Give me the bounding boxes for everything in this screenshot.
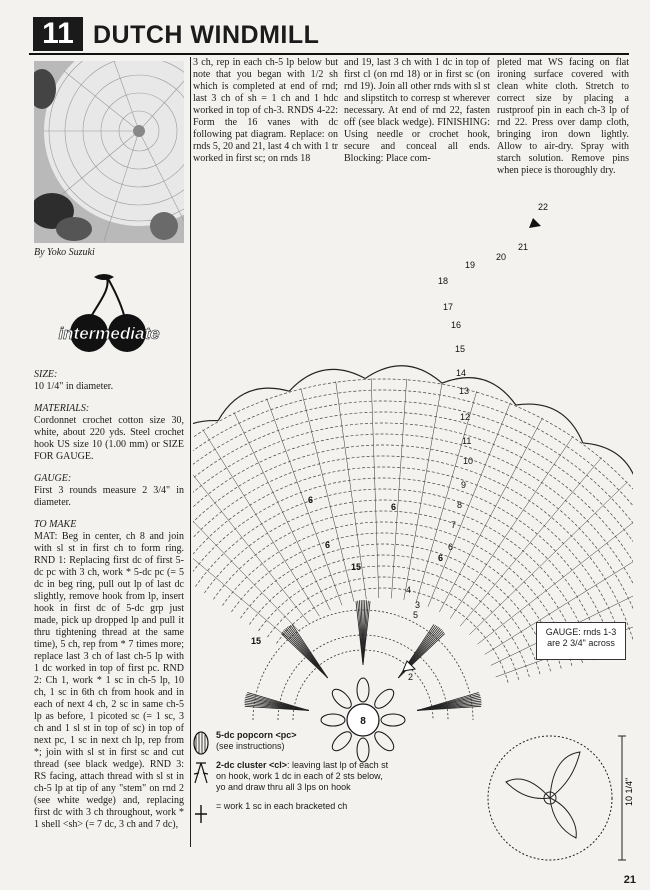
chart-spoke xyxy=(391,379,406,598)
designer-byline: By Yoko Suzuki xyxy=(34,247,95,258)
chart-round-arc xyxy=(267,577,519,682)
chart-round-arc xyxy=(193,379,633,630)
sc-bracket-icon xyxy=(190,801,212,827)
legend-cluster xyxy=(190,760,390,793)
legend-cluster-desc: : leaving last lp of each st on hook, work 1 dc in each of 2 sts below, yo and draw thru all 3 lps on hook xyxy=(216,760,389,792)
legend-sc-desc: = work 1 sc in each bracketed ch xyxy=(216,801,348,811)
chart-scallop-edge xyxy=(193,366,633,630)
chart-spoke xyxy=(234,412,330,610)
round-number-label: 7 xyxy=(451,520,457,530)
popcorn-mark xyxy=(381,714,405,726)
round-number-label: 10 xyxy=(463,456,474,466)
symbol-legend xyxy=(190,730,390,820)
chart-spoke xyxy=(193,450,309,623)
skill-level-badge xyxy=(34,271,184,361)
legend-popcorn-term: 5-dc popcorn <pc> xyxy=(216,730,297,740)
popcorn-icon xyxy=(190,730,212,756)
pattern-title: DUTCH WINDMILL xyxy=(93,21,320,49)
round-number-label: 5 xyxy=(413,610,419,620)
vane-count-label: 6 xyxy=(325,540,331,550)
round-number-label: 2 xyxy=(408,672,414,682)
size-text: 10 1/4" in diameter. xyxy=(34,381,114,392)
round-number-label: 8 xyxy=(457,500,463,510)
legend-popcorn xyxy=(190,730,390,752)
doily-photo xyxy=(34,61,184,243)
round-number-label: 22 xyxy=(538,202,549,212)
round-number-label: 12 xyxy=(460,412,471,422)
gauge-label: GAUGE: xyxy=(34,473,72,484)
stitch-count-label: 15 xyxy=(251,636,262,646)
vane-count-label: 6 xyxy=(308,495,314,505)
to-make-label: TO MAKE xyxy=(34,519,77,530)
round-number-label: 20 xyxy=(496,252,507,262)
round-number-label: 6 xyxy=(448,542,454,552)
center-ch-label: 8 xyxy=(360,716,366,727)
stitch-count-label: 15 xyxy=(351,562,362,572)
round-number-label: 9 xyxy=(461,480,467,490)
page-number: 21 xyxy=(623,874,636,886)
legend-popcorn-desc: (see instructions) xyxy=(216,741,285,751)
to-make-text: MAT: Beg in center, ch 8 and join with sl st in first ch to form ring. RND 1: Replacing first dc of first 5-dc pc with 3 ch, work * 5-dc pc (= 5 dc in beg ring, pull out lp of last dc slightly, remove hook from lp, insert hook in first dc of 5-dc grp just made, pick up dropped lp and pull it thru tightening thread at the same time), 5 ch, rep from * 7 times more; replace last 3 ch of last ch-5 lp with 1 dc worked in top of first pc. RND 2: Ch 1, work * 1 sc in ch-5 lp, 10 ch, 1 sc in 6th ch from hook and in each of next 4 ch, 2 sc in same ch-5 lp as before, 1 picoted sc (= 1 sc, 3 ch and 1 sl st in top of sc) in top of next pc, 1 sc in next ch lp, rep from *; join with sl st in first sc and cut thread (see black wedge). RND 3: RS facing, attach thread with sl st in ch-5 lp at tip of any "stem" on rnd 2 (see white wedge) and, replacing first dc with 3 ch throughout, work * 1 shell <sh> (= 7 dc, 3 ch and 7 dc), xyxy=(34,531,184,830)
instructions-column-1: 3 ch, rep in each ch-5 lp below but note that you began with 1/2 sh which is completed at end of rnd; last 3 ch of sh = 1 ch and 1 hdc worked in top of ch-3. RNDS 4-22: Form the 16 vanes with dc following pat diagram. Replace: on rnds 5, 20 and 21, last 4 ch with 1 tr worked in first sc; on rnds 18 xyxy=(193,57,338,164)
size-drawing xyxy=(480,726,640,866)
chart-round-arc xyxy=(240,544,551,673)
popcorn-mark xyxy=(321,714,345,726)
chart-round-arc xyxy=(222,522,572,667)
chart-round-arc xyxy=(193,423,633,642)
round-number-label: 17 xyxy=(443,302,454,312)
chart-round-arc xyxy=(258,566,529,679)
chart-spoke xyxy=(469,482,627,635)
round-number-label: 4 xyxy=(406,585,412,595)
gauge-text: First 3 rounds measure 2 3/4" in diameter. xyxy=(34,485,184,508)
round-number-label: 3 xyxy=(415,600,421,610)
chart-round-arc xyxy=(213,511,583,664)
round-number-label: 16 xyxy=(451,320,462,330)
skill-level-label: intermediate xyxy=(58,324,160,343)
vane-count-label: 6 xyxy=(438,553,444,563)
materials-label: MATERIALS: xyxy=(34,403,90,414)
popcorn-mark xyxy=(371,686,396,711)
left-instructions xyxy=(34,369,184,841)
vane-count-label: 6 xyxy=(391,502,397,512)
round-number-label: 13 xyxy=(459,386,470,396)
chart-round-arc xyxy=(277,588,509,684)
doily-photo-graphic xyxy=(34,61,184,243)
chart-round-arc xyxy=(249,555,540,676)
gauge-box: GAUGE: rnds 1-3 are 2 3/4" across xyxy=(536,622,626,660)
instructions-column-2: and 19, last 3 ch with 1 dc in top of first cl (on rnd 18) or in first sc (on rnd 19). Join all other rnds with sl st and slipstitch to corresp st wherever necessary. At end of rnd 22, fasten off (see black wedge). FINISHING: Using needle or crochet hook, secure and conceal all ends. Blocking: Place com- xyxy=(344,57,490,164)
size-label: SIZE: xyxy=(34,369,58,380)
round-number-label: 11 xyxy=(462,436,472,446)
left-column xyxy=(30,57,191,847)
page-header xyxy=(29,17,629,55)
shell-stitch xyxy=(398,634,444,678)
size-drawing-label: 10 1/4" xyxy=(624,777,634,806)
chart-spoke xyxy=(460,458,601,627)
popcorn-mark xyxy=(357,678,369,702)
fasten-off-wedge xyxy=(529,218,541,228)
cluster-icon xyxy=(190,760,212,786)
chart-spoke xyxy=(404,383,442,600)
diagram-arcs xyxy=(193,366,633,762)
chart-spoke xyxy=(416,391,477,602)
round-number-label: 14 xyxy=(456,368,467,378)
round-number-label: 15 xyxy=(455,344,466,354)
legend-sc xyxy=(190,801,390,812)
legend-cluster-term: 2-dc cluster <cl> xyxy=(216,760,288,770)
chart-round-arc xyxy=(193,412,633,639)
instructions-column-3: pleted mat WS facing on flat ironing surface covered with clean white cloth. Stretch to correct size by placing a rustproof pin in each ch-3 lp of rnd 22. Press over damp cloth, bringing iron down lightly. Allow to air-dry. Spray with starch solution. Remove pins when piece is thoroughly dry. xyxy=(497,57,629,176)
diagram-labels xyxy=(251,202,548,727)
round-number-label: 21 xyxy=(518,242,529,252)
chart-spoke xyxy=(439,418,542,612)
shell-stitch xyxy=(292,625,328,678)
chart-spoke xyxy=(371,378,379,598)
pattern-number: 11 xyxy=(33,17,83,51)
round-number-label: 19 xyxy=(465,260,476,270)
materials-text: Cordonnet crochet cotton size 30, white, about 220 yds. Steel crochet hook US size 10 (1.00 mm) or SIZE FOR GAUGE. xyxy=(34,415,184,462)
chart-spoke xyxy=(428,403,510,607)
popcorn-mark xyxy=(329,686,354,711)
round-number-label: 18 xyxy=(438,276,449,286)
chart-spoke xyxy=(203,430,320,617)
